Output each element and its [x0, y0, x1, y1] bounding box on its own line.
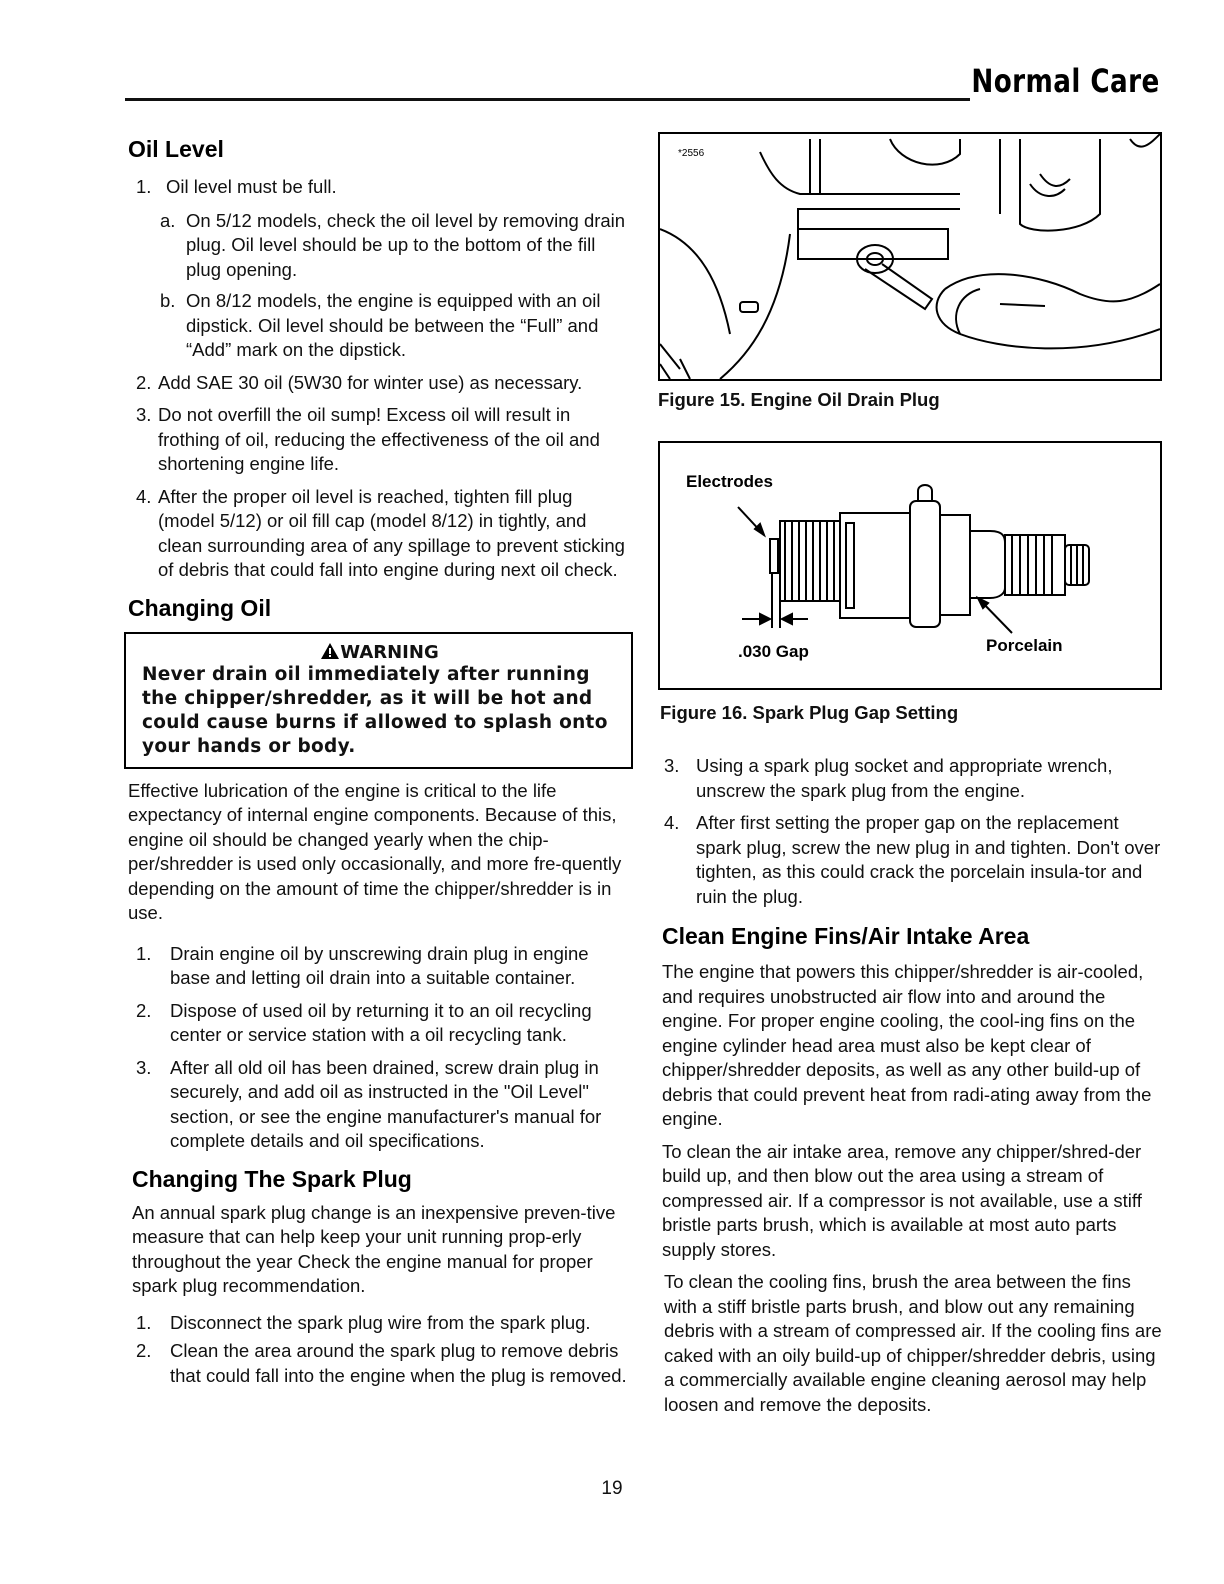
- list-item: 3. After all old oil has been drained, screw drain plug in securely, and add oil as instructed in the "Oil Level" section, or see the engine manufacturer's manual for complete details and oil specifications.: [136, 1056, 602, 1151]
- oil-level-heading: Oil Level: [128, 136, 224, 162]
- list-item: 3. Do not overfill the oil sump! Excess oil will result in frothing of oil, reducing the effectiveness of the oil and shortening engine life.: [136, 404, 600, 474]
- figure-15-box: [658, 132, 1162, 381]
- header-rule: [125, 98, 970, 101]
- gap-label: .030 Gap: [738, 642, 809, 661]
- spark-plug-heading: Changing The Spark Plug: [132, 1165, 412, 1192]
- clean-fins-paragraph: The engine that powers this chipper/shredder is air-cooled, and requires unobstructed air flow into and around the engine. For proper engine cooling, the cool-ing fins on the engine cylinder head area must also be kept clear of chipper/shredder deposits, as well as any other build-up of debris that could prevent heat from radi-ating away from the engine.: [662, 961, 1152, 1129]
- list-item: 2. Dispose of used oil by returning it to an oil recycling center or service station with a oil recycling tank.: [136, 999, 592, 1045]
- clean-fins-heading: Clean Engine Fins/Air Intake Area: [662, 923, 1030, 949]
- changing-oil-heading: Changing Oil: [128, 594, 272, 621]
- list-item: 3. Using a spark plug socket and appropriate wrench, unscrew the spark plug from the engine.: [664, 755, 1113, 801]
- list-item: 1. Drain engine oil by unscrewing drain plug in engine base and letting oil drain into a suitable container.: [136, 942, 589, 988]
- warning-text: Never drain oil immediately after running the chipper/shredder, as it will be hot and could cause burns if allowed to splash onto your hands or body.: [142, 663, 608, 757]
- page-number: 19: [601, 1478, 623, 1499]
- section-title: Normal Care: [971, 62, 1160, 100]
- list-item: 2. Clean the area around the spark plug to remove debris that could fall into the engine when the plug is removed.: [136, 1340, 627, 1386]
- list-item: 1. Oil level must be full.: [136, 176, 337, 197]
- list-item: 4. After first setting the proper gap on the replacement spark plug, screw the new plug in and tighten. Don't over tighten, as this could crack the porcelain insula-tor and ruin the plug.: [664, 812, 1161, 907]
- left-column: [128, 136, 633, 1388]
- clean-fins-paragraph: To clean the cooling fins, brush the area between the fins with a stiff bristle parts brush, and blow out any remaining debris with a stream of compressed air. If the cooling fins are caked with an oily build-up of chipper/shredder debris, using a commercially available engine cleaning aerosol may help loosen and remove the deposits.: [664, 1271, 1162, 1415]
- figure-16-caption: Figure 16. Spark Plug Gap Setting: [660, 702, 959, 723]
- figure-16-box: [658, 441, 1162, 690]
- electrodes-label: Electrodes: [686, 472, 773, 491]
- engine-oil-drain-illustration: [660, 134, 1160, 379]
- spark-plug-intro: An annual spark plug change is an inexpensive preven-tive measure that can help keep your unit running prop-erly throughout the year Check the engine manual for proper spark plug recommendation.: [132, 1201, 616, 1296]
- figure-15-caption: Figure 15. Engine Oil Drain Plug: [658, 389, 940, 410]
- warning-triangle-icon: [320, 642, 340, 660]
- figure-code: *2556: [678, 148, 705, 159]
- list-item: a. On 5/12 models, check the oil level by removing drain plug. Oil level should be up to the bottom of the fill plug opening.: [160, 209, 626, 280]
- porcelain-label: Porcelain: [986, 636, 1063, 655]
- list-item: 1. Disconnect the spark plug wire from the spark plug.: [136, 1311, 591, 1333]
- list-item: b. On 8/12 models, the engine is equipped with an oil dipstick. Oil level should be between the “Full” and “Add” mark on the dipstick.: [160, 290, 601, 360]
- warning-header: WARNING: [142, 642, 617, 663]
- changing-oil-intro: Effective lubrication of the engine is critical to the life expectancy of internal engine components. Because of this, engine oil should be changed yearly when the chip-per/shredder is used only occasionally, and more fre-quently depending on the amount of time the chipper/shredder is in use.: [128, 779, 622, 923]
- right-column: [658, 132, 1168, 1417]
- list-item: 2. Add SAE 30 oil (5W30 for winter use) as necessary.: [136, 371, 583, 393]
- warning-box: [124, 632, 633, 769]
- list-item: 4. After the proper oil level is reached, tighten fill plug (model 5/12) or oil fill cap (model 8/12) in tightly, and clean surrounding area of any spillage to prevent sticking of debris that could fall into engine during next oil check.: [136, 485, 625, 580]
- clean-fins-paragraph: To clean the air intake area, remove any chipper/shred-der build up, and then blow out the area using a stream of compressed air. If a compressor is not available, use a stiff bristle parts brush, which is available at most auto parts supply stores.: [662, 1140, 1142, 1260]
- spark-plug-gap-diagram: [660, 443, 1160, 688]
